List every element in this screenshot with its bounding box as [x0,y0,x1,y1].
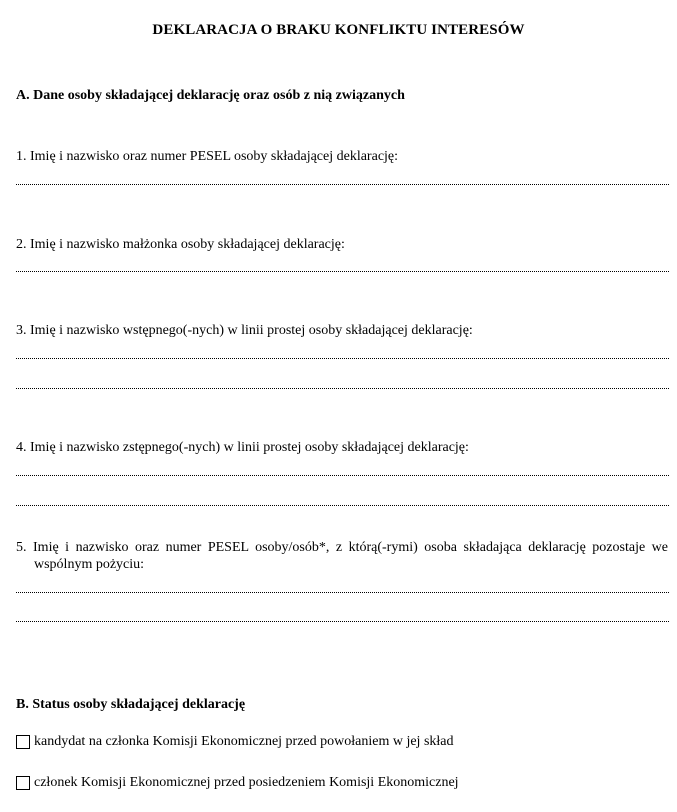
question-2 [16,236,345,253]
question-2-number: 2. [16,237,27,252]
question-5-line1 [16,539,668,556]
answer-line-3a[interactable] [16,358,669,359]
question-1-text: Imię i nazwisko oraz numer PESEL osoby składającej deklarację: [30,149,399,164]
answer-line-4b[interactable] [16,505,669,506]
question-5-number: 5. [16,540,27,555]
question-4-number: 4. [16,440,27,455]
checkbox-member[interactable] [16,776,30,790]
answer-line-5b[interactable] [16,621,669,622]
question-5 [16,539,668,573]
question-1 [16,148,398,165]
status-option-member[interactable] [16,774,459,791]
question-4 [16,439,469,456]
status-option-member-label: członek Komisji Ekonomicznej przed posiedzeniem Komisji Ekonomicznej [34,775,459,790]
question-2-text: Imię i nazwisko małżonka osoby składającej deklarację: [30,237,345,252]
document-title: DEKLARACJA O BRAKU KONFLIKTU INTERESÓW [152,22,525,38]
checkbox-candidate[interactable] [16,735,30,749]
answer-line-3b[interactable] [16,388,669,389]
question-4-text: Imię i nazwisko zstępnego(-nych) w linii prostej osoby składającej deklarację: [30,440,469,455]
section-a-heading: A. Dane osoby składającej deklarację oraz osób z nią związanych [16,88,405,103]
status-option-candidate[interactable] [16,733,454,750]
question-1-number: 1. [16,149,27,164]
question-5-text-line1: Imię i nazwisko oraz numer PESEL osoby/osób*, z którą(-rymi) osoba składająca deklarację pozostaje we [33,540,669,555]
answer-line-4a[interactable] [16,475,669,476]
question-3 [16,322,473,339]
question-5-text-line2: wspólnym pożyciu: [34,557,145,572]
question-3-number: 3. [16,323,27,338]
question-3-text: Imię i nazwisko wstępnego(-nych) w linii prostej osoby składającej deklarację: [30,323,473,338]
answer-line-5a[interactable] [16,592,669,593]
answer-line-1[interactable] [16,184,669,185]
answer-line-2[interactable] [16,271,669,272]
section-b-heading: B. Status osoby składającej deklarację [16,697,246,712]
status-option-candidate-label: kandydat na członka Komisji Ekonomicznej przed powołaniem w jej skład [34,734,454,749]
